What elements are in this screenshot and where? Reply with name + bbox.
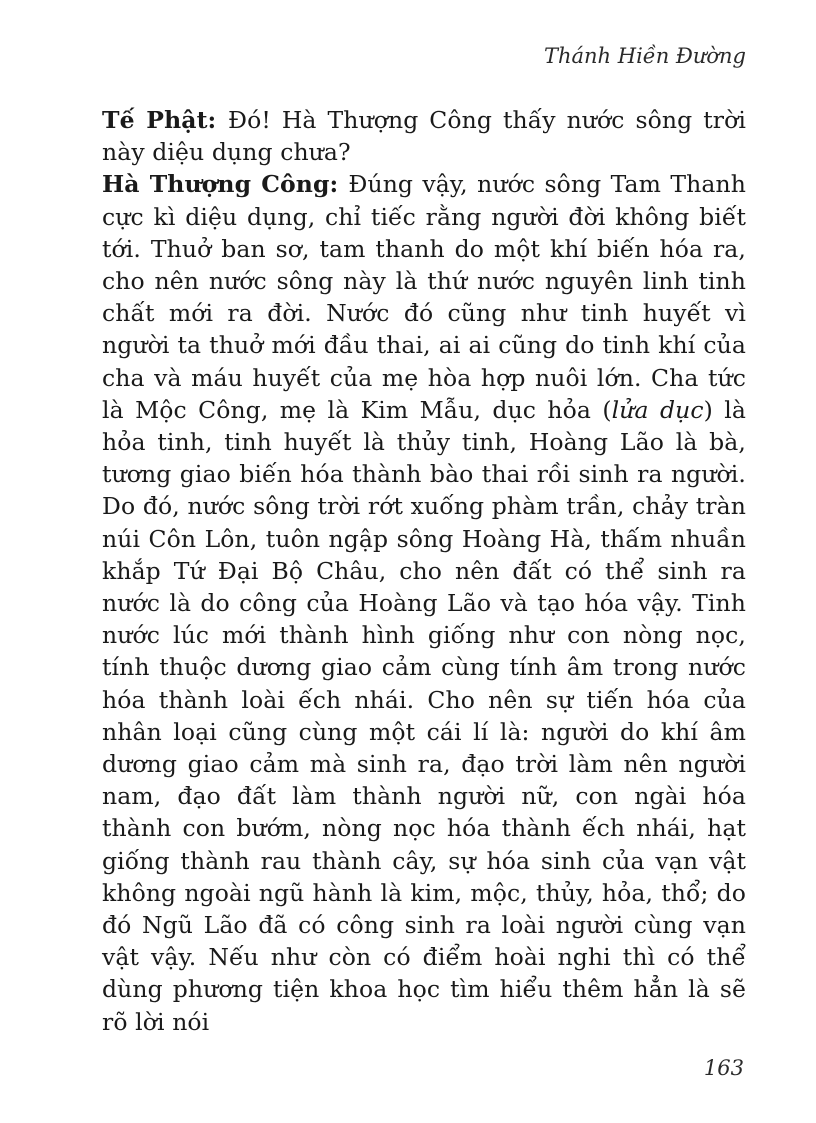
speaker-colon: : [207, 106, 228, 134]
paragraph-ha-thuong-cong [102, 168, 746, 1037]
italic-gloss: lửa dục [611, 395, 704, 424]
paragraph-te-phat [102, 104, 746, 168]
body-text [102, 104, 746, 1038]
paragraph-text: ) là hỏa tinh, tinh huyết là thủy tinh, Hoàng Lão là bà, tương giao biến hóa thành bào thai rồi sinh ra người. Do đó, nước sông trời rớt xuống phàm trần, chảy tràn núi Côn Lôn, tuôn ngập sông Hoàng Hà, thấm nhuần khắp Tứ Đại Bộ Châu, cho nên đất có thể sinh ra nước là do công của Hoàng Lão và tạo hóa vậy. Tinh nước lúc mới thành hình giống như con nòng nọc, tính thuộc dương giao cảm cùng tính âm trong nước hóa thành loài ếch nhái. Cho nên sự tiến hóa của nhân loại cũng cùng một cái lí là: người do khí âm dương giao cảm mà sinh ra, đạo trời làm nên người nam, đạo đất làm thành người nữ, con ngài hóa thành con bướm, nòng nọc hóa thành ếch nhái, hạt giống thành rau thành cây, sự hóa sinh của vạn vật không ngoài ngũ hành là kim, mộc, thủy, hỏa, thổ; do đó Ngũ Lão đã có công sinh ra loài người cùng vạn vật vậy. Nếu như còn có điểm hoài nghi thì có thể dùng phương tiện khoa học tìm hiểu thêm hẳn là sẽ rõ lời nói [102, 395, 746, 1036]
speaker-name: Hà Thượng Công [102, 170, 330, 199]
speaker-colon: : [329, 170, 349, 199]
paragraph-text: Đó! Hà Thượng Công thấy nước sông trời này diệu dụng chưa? [102, 106, 746, 167]
speaker-name: Tế Phật [102, 106, 208, 134]
running-header: Thánh Hiền Đường [543, 44, 746, 68]
paragraph-text: Đúng vậy, nước sông Tam Thanh cực kì diệu dụng, chỉ tiếc rằng người đời không biết tới. Thuở ban sơ, tam thanh do một khí biến hóa ra, cho nên nước sông này là thứ nước nguyên linh tinh chất mới ra đời. Nước đó cũng như tinh huyết vì người ta thuở mới đầu thai, ai ai cũng do tinh khí của cha và máu huyết của mẹ hòa hợp nuôi lớn. Cha tức là Mộc Công, mẹ là Kim Mẫu, dục hỏa ( [102, 170, 746, 424]
page-number: 163 [703, 1056, 744, 1080]
